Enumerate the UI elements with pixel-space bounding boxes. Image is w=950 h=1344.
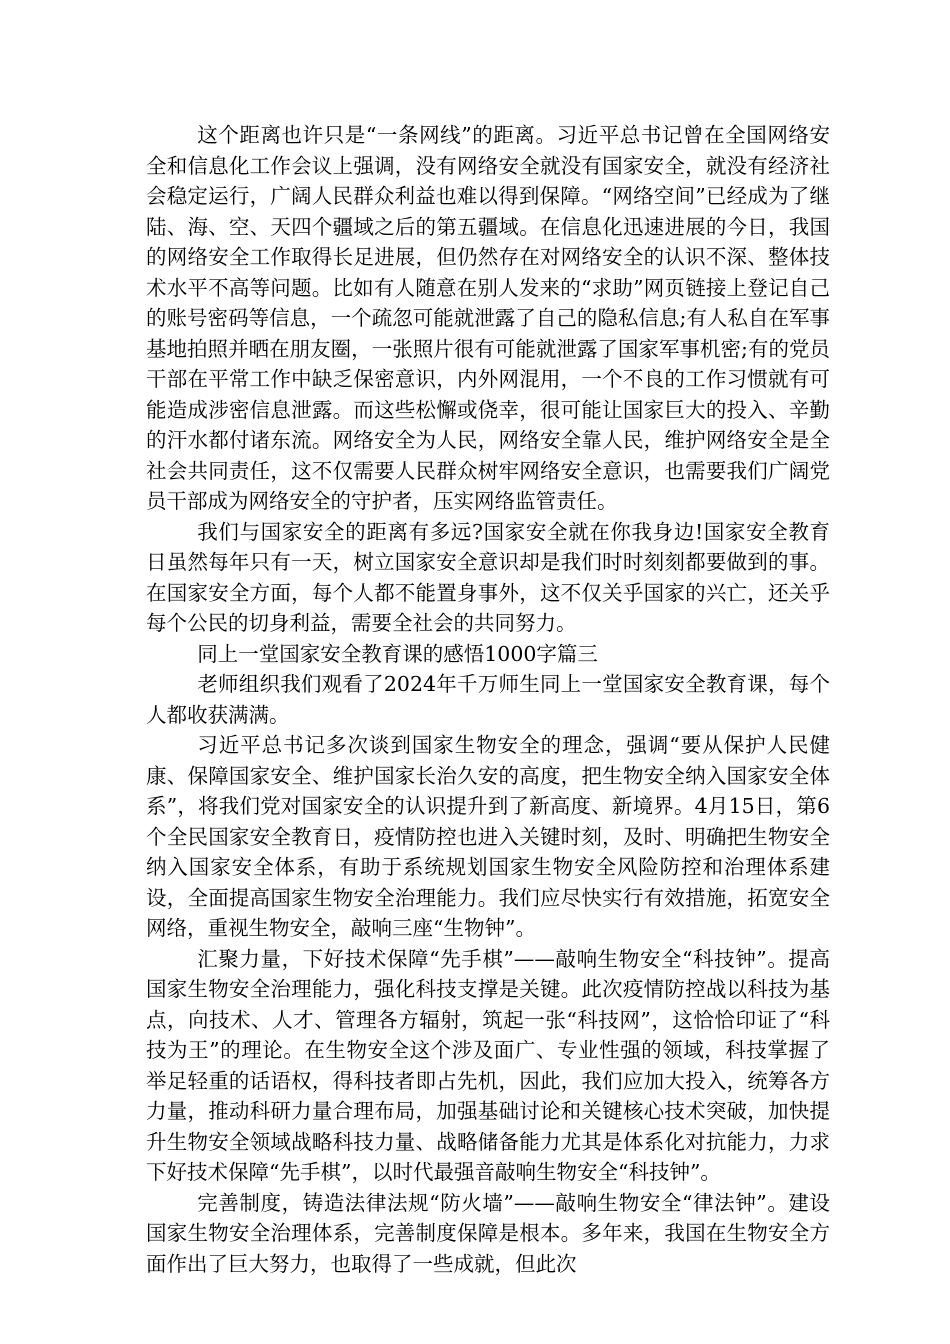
section-heading: 同上一堂国家安全教育课的感悟1000字篇三: [197, 641, 598, 666]
document-page: [146, 120, 830, 1279]
paragraph-distance-to-security: 我们与国家安全的距离有多远?国家安全就在你我身边!国家安全教育日虽然每年只有一天，树立国家安全意识却是我们时时刻刻都要做到的事。在国家安全方面，每个人都不能置身事外，这不仅关乎国家的兴亡，还关乎每个公民的切身利益，需要全社会的共同努力。: [146, 519, 830, 635]
paragraph-network-security: 这个距离也许只是“一条网线”的距离。习近平总书记曾在全国网络安全和信息化工作会议上强调，没有网络安全就没有国家安全，就没有经济社会稳定运行，广阔人民群众利益也难以得到保障。“网络空间”已经成为了继陆、海、空、天四个疆域之后的第五疆域。在信息化迅速进展的今日，我国的网络安全工作取得长足进展，但仍然存在对网络安全的认识不深、整体技术水平不高等问题。比如有人随意在别人发来的“求助”网页链接上登记自己的账号密码等信息，一个疏忽可能就泄露了自己的隐私信息;有人私自在军事基地拍照并晒在朋友圈，一张照片很有可能就泄露了国家军事机密;有的党员干部在平常工作中缺乏保密意识，内外网混用，一个不良的工作习惯就有可能造成涉密信息泄露。而这些松懈或侥幸，很可能让国家巨大的投入、辛勤的汗水都付诸东流。网络安全为人民，网络安全靠人民，维护网络安全是全社会共同责任，这不仅需要人民群众树牢网络安全意识，也需要我们广阔党员干部成为网络安全的守护者，压实网络监管责任。: [146, 123, 830, 513]
paragraph-law-clock: 完善制度，铸造法律法规“防火墙”——敲响生物安全“律法钟”。建设国家生物安全治理体系，完善制度保障是根本。多年来，我国在生物安全方面作出了巨大努力，也取得了一些成就，但此次: [146, 1190, 830, 1276]
paragraph-technology-clock: 汇聚力量，下好技术保障“先手棋”——敲响生物安全“科技钟”。提高国家生物安全治理能力，强化科技支撑是关键。此次疫情防控战以科技为基点，向技术、人才、管理各方辐射，筑起一张“科技网”，这恰恰印证了“科技为王”的理论。在生物安全这个涉及面广、专业性强的领域，科技掌握了举足轻重的话语权，得科技者即占先机，因此，我们应加大投入，统筹各方力量，推动科研力量合理布局，加强基础讨论和关键核心技术突破，加快提升生物安全领域战略科技力量、战略储备能力尤其是体系化对抗能力，力求下好技术保障“先手棋”，以时代最强音敲响生物安全“科技钟”。: [146, 946, 830, 1184]
paragraph-biosecurity: 习近平总书记多次谈到国家生物安全的理念，强调“要从保护人民健康、保障国家安全、维护国家长治久安的高度，把生物安全纳入国家安全体系”，将我们党对国家安全的认识提升到了新高度、新境界。4月15日，第6个全民国家安全教育日，疫情防控也进入关键时刻，及时、明确把生物安全纳入国家安全体系，有助于系统规划国家生物安全风险防控和治理体系建设，全面提高国家生物安全治理能力。我们应尽快实行有效措施，拓宽安全网络，重视生物安全，敲响三座“生物钟”。: [146, 733, 830, 940]
paragraph-class-intro: 老师组织我们观看了2024年千万师生同上一堂国家安全教育课，每个人都收获满满。: [146, 672, 830, 727]
